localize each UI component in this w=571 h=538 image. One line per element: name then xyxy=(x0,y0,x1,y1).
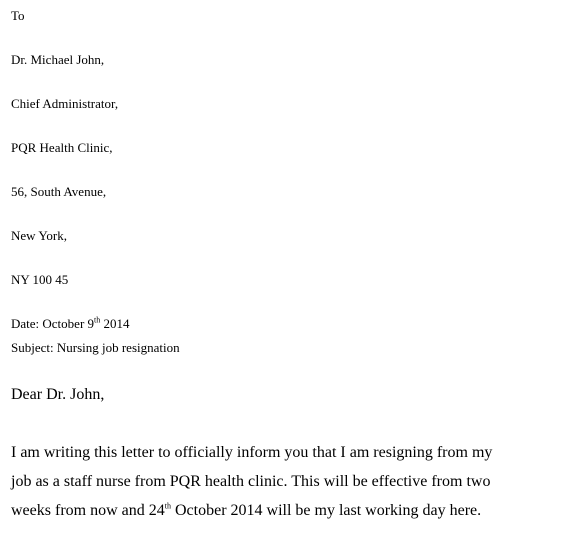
body-line-2: job as a staff nurse from PQR health clinic. This will be effective from two xyxy=(11,473,491,490)
date-prefix: Date: October 9 xyxy=(11,316,95,331)
letter-date xyxy=(11,316,130,332)
to-label: To xyxy=(11,8,25,23)
body-line-3 xyxy=(11,496,567,525)
letter-body xyxy=(11,438,567,525)
city-address: New York, xyxy=(11,228,67,243)
salutation: Dear Dr. John, xyxy=(11,386,105,403)
recipient-name: Dr. Michael John, xyxy=(11,52,105,67)
body-line-3-prefix: weeks from now and 24 xyxy=(11,502,165,519)
body-line-3-rest: October 2014 will be my last working day here. xyxy=(170,502,482,519)
body-line-1: I am writing this letter to officially inform you that I am resigning from my xyxy=(11,444,493,461)
date-ordinal: th xyxy=(94,315,101,325)
date-year: 2014 xyxy=(100,316,130,331)
postal-code: NY 100 45 xyxy=(11,272,69,287)
street-address: 56, South Avenue, xyxy=(11,184,107,199)
organization-name: PQR Health Clinic, xyxy=(11,140,113,155)
body-ordinal: th xyxy=(164,501,171,511)
recipient-title: Chief Administrator, xyxy=(11,96,119,111)
letter-subject: Subject: Nursing job resignation xyxy=(11,340,180,355)
